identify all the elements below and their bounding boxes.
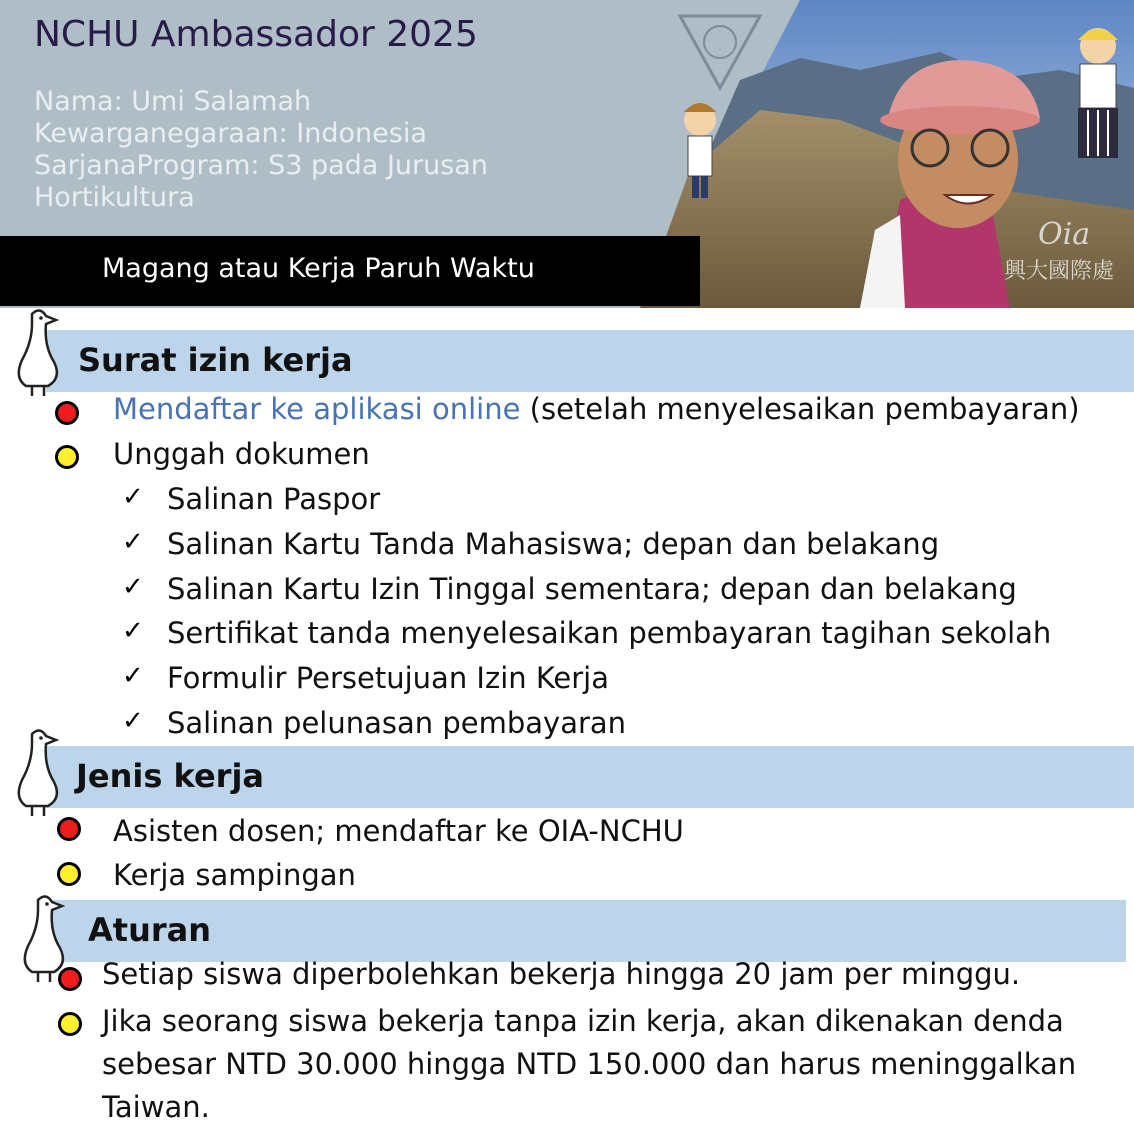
permit-item-1-note: (setelah menyelesaikan pembayaran)	[520, 392, 1080, 426]
doc-item: Salinan Paspor	[167, 482, 381, 516]
checkmark-icon: ✓	[122, 572, 144, 602]
section-permit-title: Surat izin kerja	[78, 341, 353, 379]
doc-item: Formulir Persetujuan Izin Kerja	[167, 661, 610, 695]
header	[0, 0, 1134, 308]
yellow-bullet-icon	[55, 445, 79, 469]
section-rules-bar	[52, 900, 1126, 962]
duck-icon	[10, 306, 70, 398]
info-name: Nama: Umi Salamah	[34, 86, 312, 117]
section-rules-title: Aturan	[88, 911, 211, 949]
red-bullet-icon	[55, 401, 79, 425]
checkmark-icon: ✓	[122, 661, 144, 691]
checkmark-icon: ✓	[122, 527, 144, 557]
online-application-link[interactable]: Mendaftar ke aplikasi online	[113, 392, 521, 426]
rule-item: Setiap siswa diperbolehkan bekerja hingga 20 jam per minggu.	[102, 957, 1021, 991]
yellow-bullet-icon	[57, 862, 81, 886]
doc-item: Salinan Kartu Tanda Mahasiswa; depan dan belakang	[167, 527, 940, 561]
duck-icon	[10, 726, 70, 818]
page-title: NCHU Ambassador 2025	[34, 14, 478, 55]
red-bullet-icon	[57, 817, 81, 841]
checkmark-icon: ✓	[122, 482, 144, 512]
job-item: Asisten dosen; mendaftar ke OIA-NCHU	[113, 814, 684, 848]
checkmark-icon: ✓	[122, 616, 144, 646]
checkmark-icon: ✓	[122, 706, 144, 736]
yellow-bullet-icon	[58, 1012, 82, 1036]
permit-item-2: Unggah dokumen	[113, 437, 370, 471]
oia-chinese-text: 興大國際處	[1004, 259, 1115, 284]
job-item: Kerja sampingan	[113, 858, 356, 892]
oia-logo: Oia	[1038, 217, 1091, 252]
info-nationality: Kewarganegaraan: Indonesia	[34, 118, 427, 149]
info-program: SarjanaProgram: S3 pada Jurusan	[34, 150, 488, 181]
banner-text: Magang atau Kerja Paruh Waktu	[102, 253, 535, 284]
rule-item: Jika seorang siswa bekerja tanpa izin kerja, akan dikenakan denda sebesar NTD 30.000 hingga NTD 150.000 dan harus meninggalkan Taiwan.	[102, 1004, 1077, 1124]
red-bullet-icon	[58, 967, 82, 991]
doc-item: Salinan Kartu Izin Tinggal sementara; depan dan belakang	[167, 572, 1017, 606]
doc-item: Sertifikat tanda menyelesaikan pembayaran tagihan sekolah	[167, 616, 1052, 650]
info-department: Hortikultura	[34, 182, 195, 213]
doc-item: Salinan pelunasan pembayaran	[167, 706, 627, 740]
permit-item-1	[113, 392, 1080, 426]
section-jobs-title: Jenis kerja	[76, 757, 265, 795]
